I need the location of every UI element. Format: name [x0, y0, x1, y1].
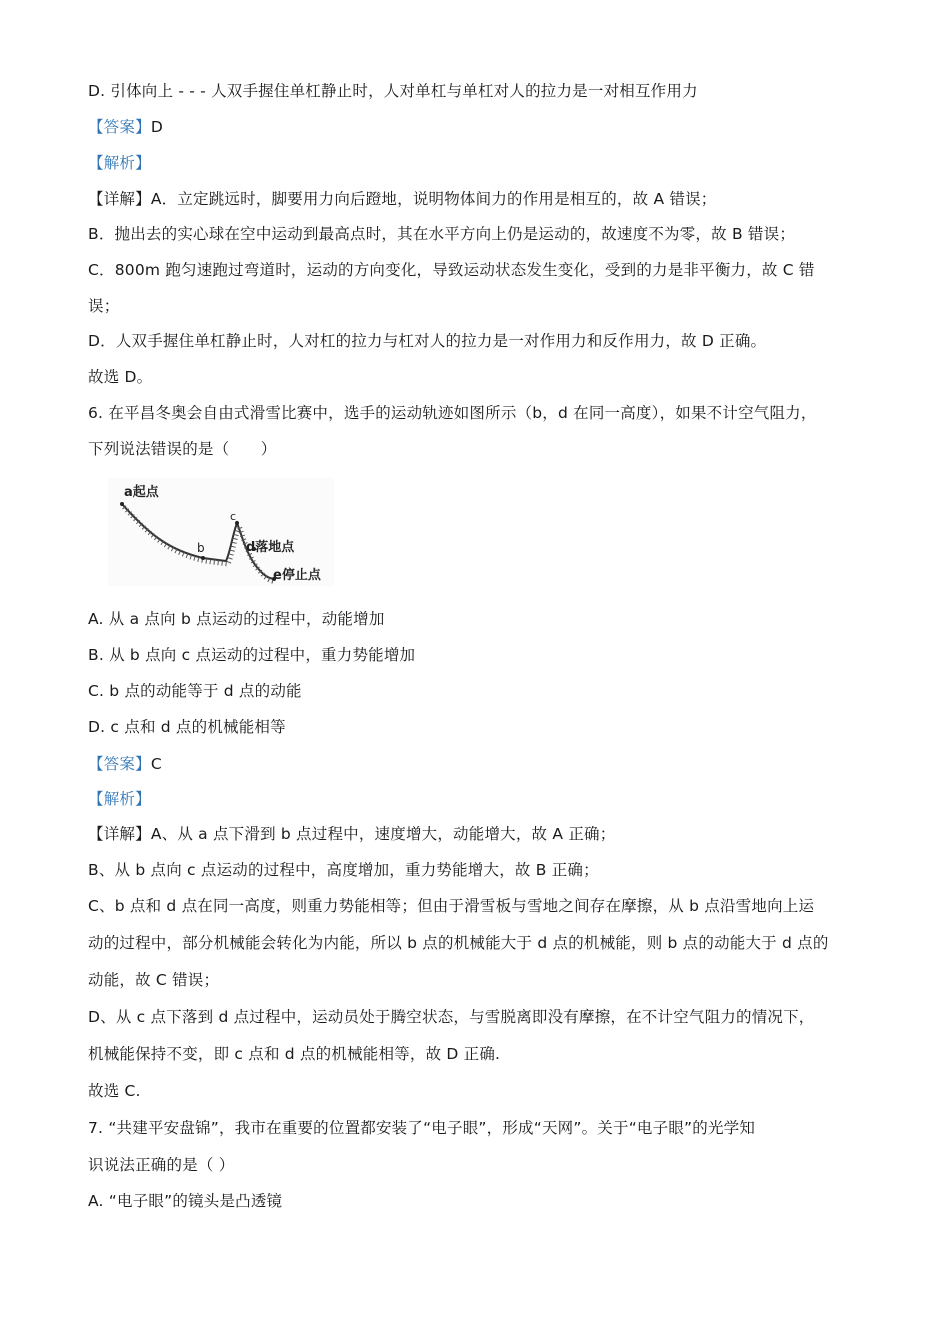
q6-detail-b: B、从 b 点向 c 点运动的过程中，高度增加，重力势能增大，故 B 正确； — [88, 861, 599, 879]
q6-analysis-label: 【解析】 — [88, 790, 151, 808]
q5-detail-c-line1: C．800m 跑匀速跑过弯道时，运动的方向变化，导致运动状态发生变化，受到的力是非平衡力，故 C 错 — [88, 261, 815, 279]
point-b-marker — [201, 556, 205, 560]
q6-stem-line2: 下列说法错误的是（ ） — [88, 440, 277, 458]
label-a-start: a起点 — [124, 485, 159, 500]
q6-detail-c-line3: 动能，故 C 错误； — [88, 971, 220, 989]
q5-detail-c-line2: 误； — [88, 297, 120, 315]
detail-text: A、从 a 点下滑到 b 点过程中，速度增大，动能增大，故 A 正确； — [150, 825, 616, 843]
q6-option-c: C. b 点的动能等于 d 点的动能 — [88, 682, 302, 700]
answer-label: 【答案】 — [88, 755, 151, 773]
q5-detail-a — [88, 188, 868, 210]
label-d-landing: d落地点 — [246, 540, 295, 555]
q7-option-a: A. “电子眼”的镜头是凸透镜 — [88, 1192, 283, 1210]
q6-conclusion: 故选 C. — [88, 1082, 141, 1100]
q5-option-d: D. 引体向上 - - - 人双手握住单杠静止时，人对单杠与单杠对人的拉力是一对相互作用力 — [88, 82, 698, 100]
detail-text: A．立定跳远时，脚要用力向后蹬地，说明物体间力的作用是相互的，故 A 错误； — [150, 190, 717, 208]
q6-option-b: B. 从 b 点向 c 点运动的过程中，重力势能增加 — [88, 646, 416, 664]
q6-answer — [88, 753, 868, 775]
answer-value: D — [150, 118, 163, 136]
detail-label: 【详解】 — [88, 190, 151, 208]
ski-trajectory-figure — [108, 478, 334, 586]
q7-stem-line2: 识说法正确的是（ ） — [88, 1156, 235, 1174]
q5-detail-b: B．抛出去的实心球在空中运动到最高点时，其在水平方向上仍是运动的，故速度不为零，故 B 错误； — [88, 225, 796, 243]
q6-detail-c-line2: 动的过程中，部分机械能会转化为内能，所以 b 点的机械能大于 d 点的机械能，则 b 点的动能大于 d 点的 — [88, 934, 829, 952]
label-c: c — [230, 510, 237, 523]
point-a-marker — [120, 502, 124, 506]
q6-option-d: D. c 点和 d 点的机械能相等 — [88, 718, 286, 736]
answer-label: 【答案】 — [88, 118, 151, 136]
q5-analysis-label: 【解析】 — [88, 154, 151, 172]
q6-detail-a — [88, 823, 868, 845]
q5-conclusion: 故选 D。 — [88, 368, 153, 386]
label-b: b — [197, 541, 205, 555]
q7-stem-line1: 7. “共建平安盘锦”，我市在重要的位置都安装了“电子眼”，形成“天网”。关于“电子眼”的光学知 — [88, 1119, 756, 1137]
q5-detail-d: D．人双手握住单杠静止时，人对杠的拉力与杠对人的拉力是一对作用力和反作用力，故 D 正确。 — [88, 332, 767, 350]
q6-stem-line1: 6. 在平昌冬奥会自由式滑雪比赛中，选手的运动轨迹如图所示（b，d 在同一高度），如果不计空气阻力， — [88, 404, 817, 422]
q6-option-a: A. 从 a 点向 b 点运动的过程中，动能增加 — [88, 610, 385, 628]
detail-label: 【详解】 — [88, 825, 151, 843]
q5-answer — [88, 116, 868, 138]
q6-detail-d-line2: 机械能保持不变，即 c 点和 d 点的机械能相等，故 D 正确. — [88, 1045, 501, 1063]
q6-detail-c-line1: C、b 点和 d 点在同一高度，则重力势能相等；但由于滑雪板与雪地之间存在摩擦，从 b 点沿雪地向上运 — [88, 897, 815, 915]
q6-detail-d-line1: D、从 c 点下落到 d 点过程中，运动员处于腾空状态，与雪脱离即没有摩擦，在不计空气阻力的情况下， — [88, 1008, 815, 1026]
answer-value: C — [150, 755, 162, 773]
label-e-stop: e停止点 — [273, 568, 321, 583]
